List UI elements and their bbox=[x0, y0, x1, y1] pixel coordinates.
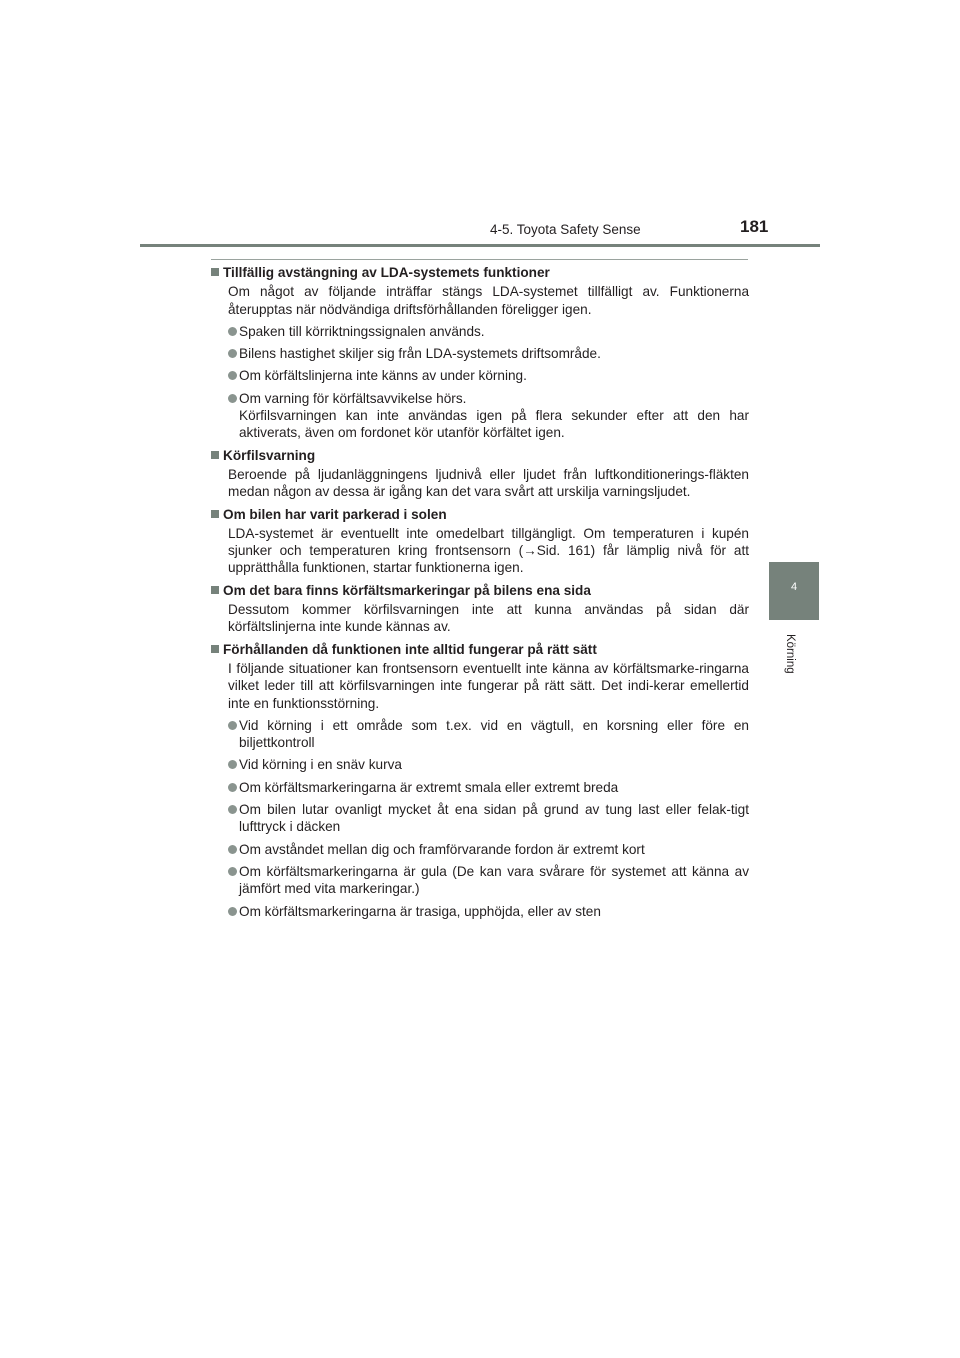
list-item-text: Om körfältslinjerna inte känns av under körning. bbox=[239, 368, 527, 384]
section bbox=[211, 641, 749, 920]
square-bullet-icon bbox=[211, 586, 219, 594]
section-heading-text: Om bilen har varit parkerad i solen bbox=[223, 506, 447, 522]
section bbox=[211, 582, 749, 636]
section-heading-text: Om det bara finns körfältsmarkeringar på bilens ena sida bbox=[223, 582, 591, 598]
section-paragraph: I följande situationer kan frontsensorn eventuellt inte känna av körfältsmarke-ringarna vilket leder till att körfilsvarningen inte fungerar på rätt sätt. Det indi-kerar emellertid inte en funktionsstörning. bbox=[228, 660, 749, 711]
square-bullet-icon bbox=[211, 451, 219, 459]
square-bullet-icon bbox=[211, 510, 219, 518]
round-bullet-icon bbox=[228, 845, 237, 854]
section-paragraph: Beroende på ljudanläggningens ljudnivå eller ljudet från luftkonditionerings-fläkten medan någon av dessa är igång kan det vara svårt att urskilja varningsljudet. bbox=[228, 466, 749, 500]
section bbox=[211, 506, 749, 577]
list-item bbox=[228, 323, 749, 340]
page-number: 181 bbox=[740, 217, 769, 236]
round-bullet-icon bbox=[228, 349, 237, 358]
content-divider bbox=[211, 259, 748, 260]
section-heading bbox=[211, 506, 749, 523]
round-bullet-icon bbox=[228, 783, 237, 792]
section bbox=[211, 264, 749, 442]
section-heading-text: Tillfällig avstängning av LDA-systemets funktioner bbox=[223, 265, 550, 280]
round-bullet-icon bbox=[228, 805, 237, 814]
chapter-tab bbox=[769, 562, 819, 620]
section-paragraph: Dessutom kommer körfilsvarningen inte att kunna användas på sidan där körfältslinjerna inte kunde kännas av. bbox=[228, 602, 749, 635]
round-bullet-icon bbox=[228, 760, 237, 769]
square-bullet-icon bbox=[211, 268, 219, 276]
chapter-title: Körning bbox=[784, 634, 796, 674]
section bbox=[211, 447, 749, 501]
section-heading bbox=[211, 641, 749, 658]
list-item bbox=[228, 801, 749, 836]
list-item-text: Bilens hastighet skiljer sig från LDA-systemets driftsområde. bbox=[239, 346, 601, 362]
round-bullet-icon bbox=[228, 394, 237, 403]
list-item bbox=[228, 863, 749, 898]
list-item-text: Vid körning i en snäv kurva bbox=[239, 757, 402, 773]
running-header-section: 4-5. Toyota Safety Sense bbox=[490, 222, 641, 237]
list-item bbox=[228, 779, 749, 796]
section-heading-text: Körfilsvarning bbox=[223, 447, 316, 463]
section-heading-text: Förhållanden då funktionen inte alltid fungerar på rätt sätt bbox=[223, 641, 597, 657]
list-item bbox=[228, 841, 749, 858]
round-bullet-icon bbox=[228, 907, 237, 916]
list-item-text: Om körfältsmarkeringarna är trasiga, upphöjda, eller av sten bbox=[239, 903, 601, 919]
round-bullet-icon bbox=[228, 327, 237, 336]
list-item-text: Om körfältsmarkeringarna är gula (De kan vara svårare för systemet att känna av jämfört med vita markeringar.) bbox=[239, 863, 749, 897]
list-item-text: Om varning för körfältsavvikelse hörs. Körfilsvarningen kan inte användas igen på flera sekunder efter att den har aktiverats, även om fordonet kör utanför körfältet igen. bbox=[239, 390, 749, 441]
round-bullet-icon bbox=[228, 371, 237, 380]
chapter-number: 4 bbox=[790, 581, 798, 593]
list-item-text: Om bilen lutar ovanligt mycket åt ena sidan på grund av tung last eller felak-tigt lufttryck i däcken bbox=[239, 802, 749, 835]
list-item bbox=[228, 390, 749, 442]
list-item-text: Vid körning i ett område som t.ex. vid en vägtull, en korsning eller före en biljettkontroll bbox=[239, 717, 749, 751]
list-item bbox=[228, 903, 749, 920]
list-item-text: Spaken till körriktningssignalen används. bbox=[239, 323, 485, 339]
list-item-text: Om körfältsmarkeringarna är extremt smala eller extremt breda bbox=[239, 779, 619, 795]
list-item bbox=[228, 345, 749, 362]
section-heading bbox=[211, 264, 749, 281]
page-content bbox=[211, 264, 749, 925]
list-item bbox=[228, 756, 749, 773]
section-heading bbox=[211, 582, 749, 599]
section-paragraph: LDA-systemet är eventuellt inte omedelbart tillgängligt. Om temperaturen i kupén sjunker och temperaturen kring frontsensorn (→Sid. 161) får lämplig nivå för att upprätthålla funktionen, startar funktionerna igen. bbox=[228, 525, 749, 576]
list-item bbox=[228, 717, 749, 752]
section-paragraph: Om något av följande inträffar stängs LDA-systemet tillfälligt av. Funktionerna återupptas när nödvändiga driftsförhållanden föreligger igen. bbox=[228, 284, 749, 317]
list-item-text: Om avståndet mellan dig och framförvarande fordon är extremt kort bbox=[239, 841, 645, 857]
round-bullet-icon bbox=[228, 867, 237, 876]
round-bullet-icon bbox=[228, 721, 237, 730]
list-item bbox=[228, 367, 749, 384]
square-bullet-icon bbox=[211, 645, 219, 653]
section-heading bbox=[211, 447, 749, 464]
header-divider bbox=[140, 244, 820, 247]
